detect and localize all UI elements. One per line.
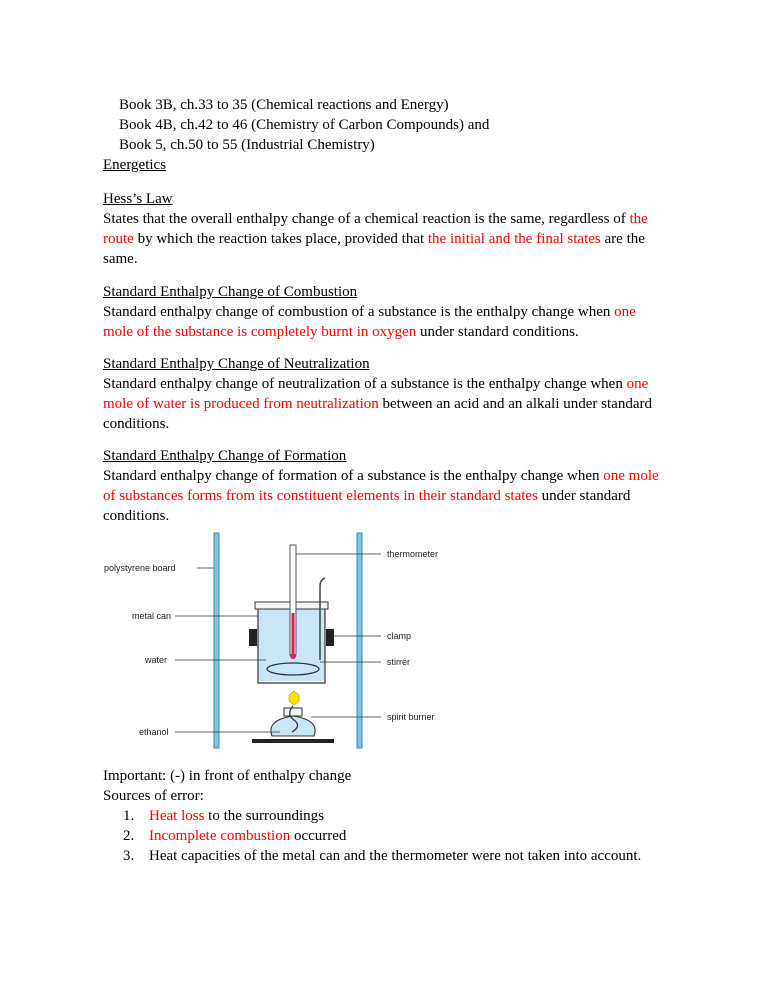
combustion-highlight: one xyxy=(614,304,636,320)
hess-line-1 xyxy=(103,209,648,229)
formation-text: under standard xyxy=(537,488,631,504)
error-highlight: Heat loss xyxy=(149,808,205,824)
clamp-right xyxy=(326,629,334,646)
thermometer-bulb xyxy=(290,653,296,659)
formation-line-3: conditions. xyxy=(103,508,170,524)
error-text: Heat capacities of the metal can and the thermometer were not taken into account. xyxy=(149,848,642,864)
neutralization-line-2 xyxy=(103,394,652,414)
book-line-1: Book 3B, ch.33 to 35 (Chemical reactions and Energy) xyxy=(119,97,449,113)
list-number: 2. xyxy=(123,828,135,844)
formation-line-2 xyxy=(103,486,630,506)
hess-line-2 xyxy=(103,229,645,249)
list-item xyxy=(123,846,641,866)
hess-text: by which the reaction takes place, provided that xyxy=(133,231,428,247)
neutralization-heading: Standard Enthalpy Change of Neutralization xyxy=(103,356,370,372)
error-text: to the surroundings xyxy=(204,808,324,824)
hess-line-3: same. xyxy=(103,251,138,267)
neutralization-text: Standard enthalpy change of neutralization of a substance is the enthalpy change when xyxy=(103,376,627,392)
hess-highlight: route xyxy=(103,231,134,247)
thermometer-column xyxy=(292,613,295,653)
neutralization-highlight: one xyxy=(626,376,649,392)
error-highlight: Incomplete combustion xyxy=(149,828,291,844)
hess-text: are the xyxy=(600,231,645,247)
neutralization-line-1 xyxy=(103,374,648,394)
combustion-text: Standard enthalpy change of combustion of a substance is the enthalpy change when xyxy=(103,304,615,320)
formation-heading: Standard Enthalpy Change of Formation xyxy=(103,448,347,464)
label-polystyrene-board: polystyrene board xyxy=(104,563,176,573)
formation-highlight: of substances forms from its constituent elements in their standard states xyxy=(103,488,538,504)
hess-highlight: the initial and the final states xyxy=(427,231,601,247)
clamp-left xyxy=(249,629,257,646)
calorimeter-diagram xyxy=(96,528,656,758)
label-water: water xyxy=(145,655,168,665)
formation-text: Standard enthalpy change of formation of a substance is the enthalpy change when xyxy=(103,468,604,484)
neutralization-line-3: conditions. xyxy=(103,416,170,432)
section-title: Energetics xyxy=(103,157,167,173)
label-thermometer: thermometer xyxy=(387,549,439,559)
list-item xyxy=(123,826,346,846)
burner-neck xyxy=(284,708,302,716)
combustion-line-1 xyxy=(103,302,636,322)
hess-heading: Hess’s Law xyxy=(103,191,173,207)
formation-line-1 xyxy=(103,466,659,486)
label-metal-can: metal can xyxy=(132,611,172,621)
combustion-line-2 xyxy=(103,322,579,342)
combustion-heading: Standard Enthalpy Change of Combustion xyxy=(103,284,358,300)
flame xyxy=(289,691,299,705)
important-note: Important: (-) in front of enthalpy change xyxy=(103,768,352,784)
list-number: 1. xyxy=(123,808,135,824)
combustion-highlight: mole of the substance is completely burnt in oxygen xyxy=(103,324,417,340)
label-ethanol: ethanol xyxy=(139,727,169,737)
hess-highlight: the xyxy=(629,211,648,227)
list-item xyxy=(123,806,324,826)
book-line-2: Book 4B, ch.42 to 46 (Chemistry of Carbon Compounds) and xyxy=(119,117,490,133)
sources-heading: Sources of error: xyxy=(103,788,204,804)
label-spirit-burner: spirit burner xyxy=(387,712,435,722)
formation-highlight: one mole xyxy=(603,468,659,484)
neutralization-text: between an acid and an alkali under standard xyxy=(378,396,652,412)
error-text: occurred xyxy=(290,828,347,844)
neutralization-highlight: mole of water is produced from neutralization xyxy=(103,396,379,412)
hess-text: States that the overall enthalpy change of a chemical reaction is the same, regardless of xyxy=(103,211,630,227)
combustion-text: under standard conditions. xyxy=(416,324,579,340)
base-stand xyxy=(252,739,334,743)
book-line-3: Book 5, ch.50 to 55 (Industrial Chemistry) xyxy=(119,137,375,153)
polystyrene-board-right xyxy=(357,533,362,748)
polystyrene-board-left xyxy=(214,533,219,748)
label-stirrer: stirrer xyxy=(387,657,410,667)
list-number: 3. xyxy=(123,848,135,864)
label-clamp: clamp xyxy=(387,631,412,641)
